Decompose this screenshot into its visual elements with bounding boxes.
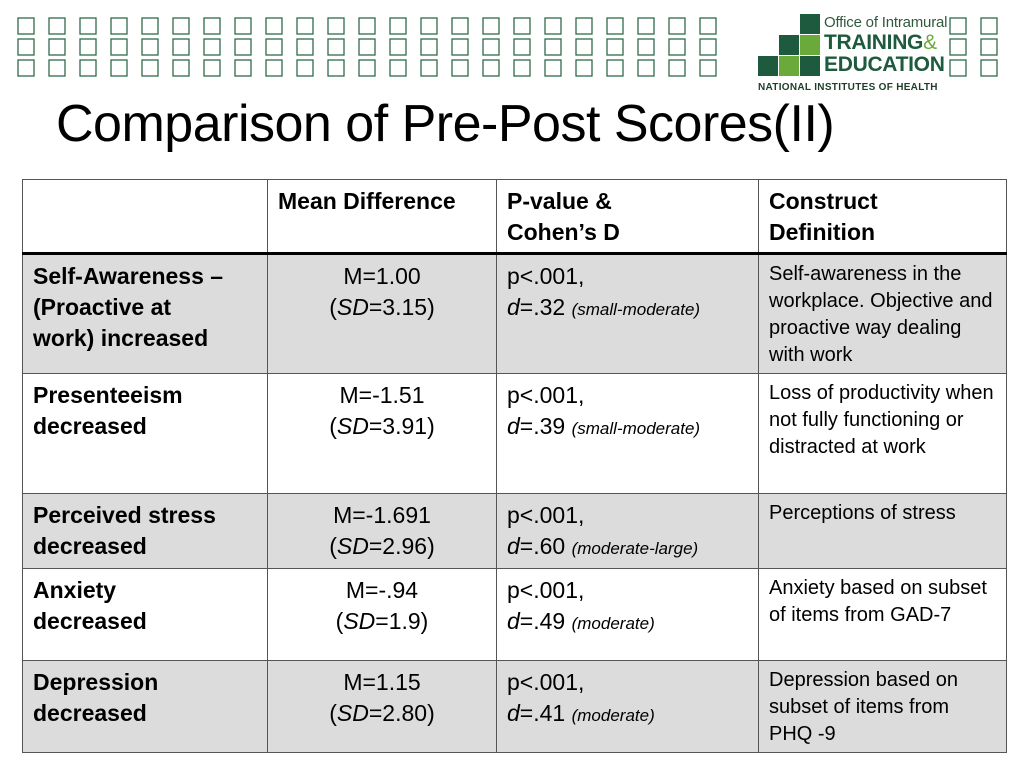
construct-definition-cell: Anxiety based on subset of items from GAD-7 <box>759 569 1007 661</box>
p-value: p<.001, <box>507 577 585 603</box>
banner-square <box>173 60 189 76</box>
mean-difference-cell <box>268 254 497 374</box>
banner-square <box>576 18 592 34</box>
row-label-line: decreased <box>33 533 147 559</box>
mean-difference-cell <box>268 569 497 661</box>
banner-square <box>950 18 966 34</box>
header-pvalue-cohens-d: P-value & Cohen’s D <box>497 180 759 254</box>
sd-open: ( <box>329 533 337 559</box>
banner-square <box>638 18 654 34</box>
banner-square <box>173 18 189 34</box>
banner-square <box>142 60 158 76</box>
banner-square <box>235 60 251 76</box>
sd-label: SD <box>336 700 369 726</box>
d-label: d <box>507 608 520 634</box>
logo-office-text: Office of Intramural <box>824 14 948 31</box>
row-label-line: Self-Awareness – <box>33 263 224 289</box>
pvalue-cell <box>497 569 759 661</box>
banner-square <box>111 60 127 76</box>
d-value: =.60 <box>519 533 566 559</box>
banner-square <box>700 18 716 34</box>
d-value: =.39 <box>519 413 566 439</box>
banner-square <box>700 39 716 55</box>
banner-square <box>514 60 530 76</box>
banner-square <box>204 60 220 76</box>
sd-value: =2.80) <box>368 700 435 726</box>
logo-ampersand: & <box>923 31 937 54</box>
p-value: p<.001, <box>507 502 585 528</box>
banner-square <box>545 18 561 34</box>
banner-square <box>111 39 127 55</box>
sd-label: SD <box>336 294 369 320</box>
banner-square <box>359 18 375 34</box>
row-label-line: Depression <box>33 669 159 695</box>
mean-value: M=1.15 <box>343 669 421 695</box>
sd-label: SD <box>336 413 369 439</box>
banner-square <box>49 39 65 55</box>
effect-size-note: (moderate) <box>571 614 655 633</box>
banner-square <box>981 60 997 76</box>
row-label-line: Anxiety <box>33 577 117 603</box>
banner-square <box>452 60 468 76</box>
logo-education-text: EDUCATION <box>824 53 945 76</box>
sd-open: ( <box>335 608 344 634</box>
banner-square <box>390 39 406 55</box>
banner-square <box>483 39 499 55</box>
table-row <box>23 374 1007 494</box>
banner-square <box>483 18 499 34</box>
banner-square <box>700 60 716 76</box>
slide-title: Comparison of Pre-Post Scores(II) <box>56 95 835 153</box>
banner-square <box>328 39 344 55</box>
pvalue-cell <box>497 494 759 569</box>
table-header-row <box>23 180 1007 254</box>
row-label-cell <box>23 569 268 661</box>
banner-square <box>204 39 220 55</box>
header-mean-difference: Mean Difference <box>268 180 497 254</box>
banner-square <box>981 39 997 55</box>
banner-square <box>142 39 158 55</box>
row-label-cell <box>23 374 268 494</box>
sd-open: ( <box>329 294 337 320</box>
banner-square <box>297 18 313 34</box>
mean-difference-cell <box>268 374 497 494</box>
effect-size-note: (small-moderate) <box>571 419 701 438</box>
banner-square <box>80 18 96 34</box>
sd-value: =3.15) <box>368 294 435 320</box>
banner-square <box>950 39 966 55</box>
banner-square <box>452 39 468 55</box>
d-value: =.41 <box>519 700 566 726</box>
effect-size-note: (small-moderate) <box>571 300 701 319</box>
row-label-line: decreased <box>33 700 147 726</box>
header-construct-definition: Construct Definition <box>759 180 1007 254</box>
p-value: p<.001, <box>507 382 585 408</box>
banner-square <box>49 60 65 76</box>
banner-square <box>359 39 375 55</box>
banner-square <box>607 18 623 34</box>
banner-square <box>950 60 966 76</box>
banner-square <box>80 39 96 55</box>
logo-training-text: TRAINING& <box>824 31 937 54</box>
mean-value: M=-.94 <box>345 577 419 603</box>
mean-value: M=-1.691 <box>333 502 431 528</box>
effect-size-note: (moderate-large) <box>571 539 699 558</box>
row-label-line: decreased <box>33 413 147 439</box>
banner-square <box>669 39 685 55</box>
sd-label: SD <box>336 533 369 559</box>
table-row <box>23 494 1007 569</box>
oite-nih-logo <box>758 14 948 96</box>
banner-square <box>266 18 282 34</box>
table-row <box>23 661 1007 753</box>
d-label: d <box>507 413 520 439</box>
row-label-line: decreased <box>33 608 147 634</box>
sd-value: =2.96) <box>368 533 435 559</box>
banner-square <box>18 18 34 34</box>
pvalue-cell <box>497 661 759 753</box>
p-value: p<.001, <box>507 263 585 289</box>
table-row <box>23 569 1007 661</box>
banner-square <box>514 39 530 55</box>
sd-value: =1.9) <box>375 608 429 634</box>
banner-square <box>576 60 592 76</box>
sd-label: SD <box>343 608 376 634</box>
banner-square <box>18 60 34 76</box>
banner-square <box>669 18 685 34</box>
banner-square <box>421 60 437 76</box>
banner-square <box>111 18 127 34</box>
banner-square <box>18 39 34 55</box>
banner-square <box>142 18 158 34</box>
banner-square <box>359 60 375 76</box>
d-value: =.49 <box>519 608 566 634</box>
banner-square <box>452 18 468 34</box>
sd-open: ( <box>329 700 337 726</box>
construct-definition-cell: Depression based on subset of items from PHQ -9 <box>759 661 1007 753</box>
banner-square <box>80 60 96 76</box>
construct-definition-cell: Loss of productivity when not fully functioning or distracted at work <box>759 374 1007 494</box>
banner-square <box>483 60 499 76</box>
row-label-line: Perceived stress <box>33 502 216 528</box>
banner-square <box>235 18 251 34</box>
banner-square <box>514 18 530 34</box>
banner-square <box>638 39 654 55</box>
banner-square <box>266 60 282 76</box>
comparison-table <box>22 179 1007 753</box>
pvalue-cell <box>497 374 759 494</box>
p-value: p<.001, <box>507 669 585 695</box>
banner-square <box>638 60 654 76</box>
row-label-line: (Proactive at <box>33 294 172 320</box>
banner-square <box>204 18 220 34</box>
d-label: d <box>507 294 520 320</box>
banner-square <box>297 39 313 55</box>
banner-square <box>328 60 344 76</box>
mean-difference-cell <box>268 494 497 569</box>
sd-open: ( <box>329 413 337 439</box>
logo-nih-text: NATIONAL INSTITUTES OF HEALTH <box>758 82 938 93</box>
effect-size-note: (moderate) <box>571 706 655 725</box>
banner-square <box>49 18 65 34</box>
mean-value: M=-1.51 <box>339 382 425 408</box>
row-label-cell <box>23 494 268 569</box>
banner-square <box>669 60 685 76</box>
row-label-cell <box>23 254 268 374</box>
banner-square <box>421 18 437 34</box>
row-label-cell <box>23 661 268 753</box>
banner-square <box>981 18 997 34</box>
banner-square <box>328 18 344 34</box>
banner-square <box>173 39 189 55</box>
construct-definition-cell: Perceptions of stress <box>759 494 1007 569</box>
banner-square <box>421 39 437 55</box>
mean-value: M=1.00 <box>343 263 421 289</box>
header-empty-cell <box>23 180 268 254</box>
d-label: d <box>507 700 520 726</box>
d-label: d <box>507 533 520 559</box>
banner-square <box>607 39 623 55</box>
pvalue-cell <box>497 254 759 374</box>
d-value: =.32 <box>519 294 566 320</box>
banner-square <box>576 39 592 55</box>
banner-square <box>390 60 406 76</box>
banner-square <box>607 60 623 76</box>
banner-square <box>235 39 251 55</box>
mean-difference-cell <box>268 661 497 753</box>
row-label-line: work) increased <box>33 325 209 351</box>
logo-mark-icon <box>758 14 822 78</box>
banner-square <box>545 60 561 76</box>
banner-square <box>297 60 313 76</box>
banner-square <box>390 18 406 34</box>
banner-square <box>266 39 282 55</box>
banner-square <box>545 39 561 55</box>
construct-definition-cell: Self-awareness in the workplace. Objective and proactive way dealing with work <box>759 254 1007 374</box>
row-label-line: Presenteeism <box>33 382 183 408</box>
sd-value: =3.91) <box>368 413 435 439</box>
table-row <box>23 254 1007 374</box>
